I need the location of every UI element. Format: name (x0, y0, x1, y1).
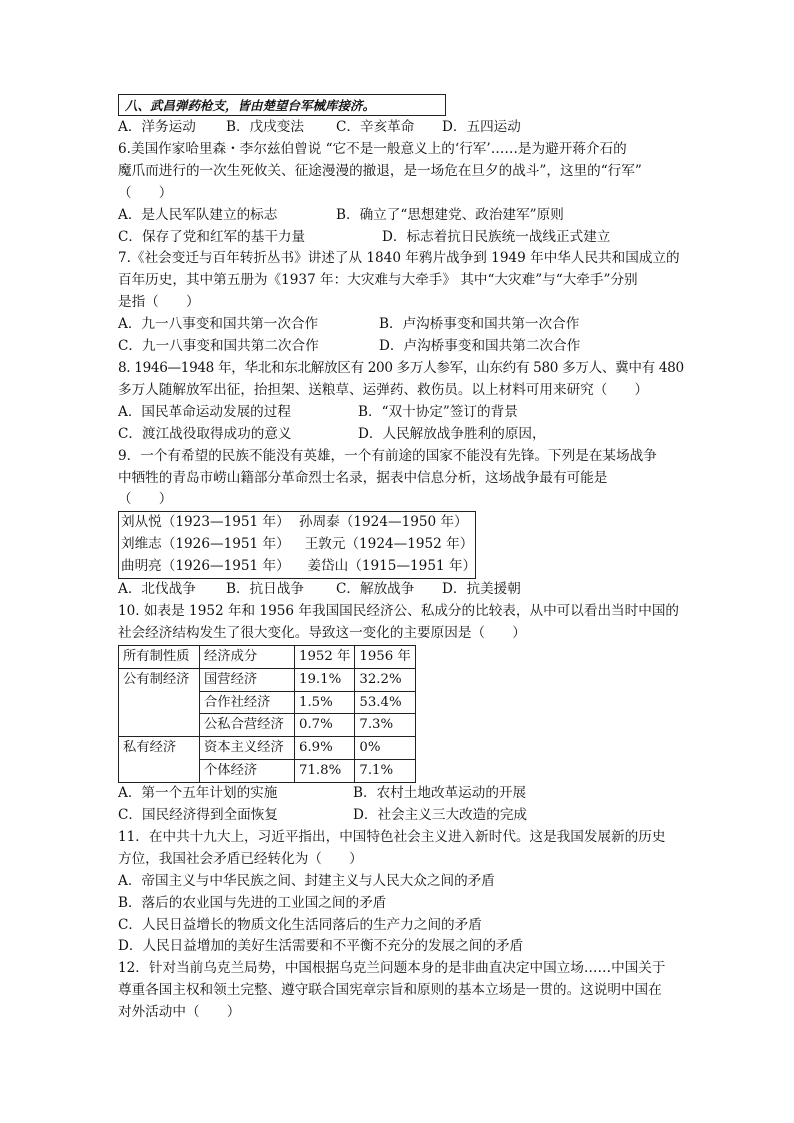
q6-option-c[interactable]: C．保存了党和红军的基干力量 (118, 228, 306, 245)
q6-stem-line: 6.美国作家哈里森・李尔兹伯曾说 “它不是一般意义上的‘行军’……是为避开蒋介石的 (118, 140, 627, 157)
martyr-row (121, 512, 473, 534)
martyr-name: 刘从悦（1923—1951 年） (121, 514, 290, 531)
q6-stem-line: （ ） (118, 184, 173, 201)
q5-options (118, 117, 686, 139)
table-header: 1956 年 (355, 645, 415, 668)
q5-material-box (118, 94, 446, 116)
table-header: 所有制性质 (119, 645, 200, 668)
martyr-name: 孙周泰（1924—1950 年） (299, 514, 468, 531)
table-cell: 71.8% (295, 760, 355, 783)
q7-option-a[interactable]: A．九一八事变和国共第一次合作 (118, 316, 319, 333)
q5-option-b[interactable]: B．戊戌变法 (226, 119, 304, 135)
q12-stem-line: 对外活动中（ ） (118, 1004, 241, 1021)
table-cell: 0.7% (295, 714, 355, 737)
q10-options-row (118, 805, 686, 827)
q12-stem-line: 12．针对当前乌克兰局势，中国根据乌克兰问题本身的是非曲直决定中国立场……中国关于 (118, 960, 666, 977)
q9-option-a[interactable]: A．北伐战争 (118, 581, 196, 598)
q8-options-row (118, 424, 686, 446)
martyr-name: 刘维志（1926—1951 年） (121, 536, 290, 553)
q5-material-text: 八、武昌弹药枪支，皆由楚望台军械库接济。 (125, 98, 376, 113)
martyr-name: 王敦元（1924—1952 年） (304, 536, 474, 553)
question-9 (118, 446, 686, 601)
economy-comparison-table (118, 645, 416, 783)
q11-stem-line: 方位，我国社会矛盾已经转化为（ ） (118, 850, 363, 867)
ownership-cell: 公有制经济 (119, 668, 200, 737)
q6-stem-line: 魔爪而进行的一次生死攸关、征途漫漫的撤退，是一场危在旦夕的战斗”，这里的“行军” (118, 162, 642, 179)
q11-stem-line: 11．在中共十九大上，习近平指出，中国特色社会主义进入新时代。这是我国发展新的历史 (118, 828, 666, 845)
q9-stem-line: 中牺牲的青岛市崂山籍部分革命烈士名录，据表中信息分析，这场战争最有可能是 (118, 469, 608, 486)
table-cell: 0% (355, 737, 415, 760)
q9-stem-line: （ ） (118, 491, 173, 508)
table-cell: 个体经济 (200, 760, 295, 783)
q9-option-c[interactable]: C．解放战争 (336, 581, 415, 598)
q6-option-d[interactable]: D．标志着抗日民族统一战线正式建立 (382, 228, 611, 245)
q8-option-c[interactable]: C．渡江战役取得成功的意义 (118, 425, 292, 442)
q11-option-c[interactable]: C．人民日益增长的物质文化生活同落后的生产力之间的矛盾 (118, 916, 482, 933)
q9-option-b[interactable]: B．抗日战争 (226, 581, 304, 598)
q7-stem-line: 百年历史，其中第五册为《1937 年：大灾难与大牵手》 其中“大灾难”与“大牵手”分别 (118, 272, 638, 289)
table-header: 经济成分 (200, 645, 295, 668)
q11-option-a[interactable]: A．帝国主义与中华民族之间、封建主义与人民大众之间的矛盾 (118, 872, 495, 889)
q7-options-row (118, 336, 686, 358)
table-row (119, 668, 416, 691)
q6-options-row (118, 227, 686, 249)
q10-option-b[interactable]: B．农村土地改革运动的开展 (353, 785, 527, 802)
q8-stem-line: 多万人随解放军出征，抬担架、送粮草、运弹药、救伤员。以上材料可用来研究（ ） (118, 381, 649, 398)
q7-stem-line: 是指（ ） (118, 294, 200, 311)
table-cell: 公私合营经济 (200, 714, 295, 737)
q11-option-d[interactable]: D．人民日益增加的美好生活需要和不平衡不充分的发展之间的矛盾 (118, 938, 524, 955)
question-12 (118, 958, 686, 1024)
q5-option-a[interactable]: A．洋务运动 (118, 119, 196, 135)
q9-option-d[interactable]: D．抗美援朝 (442, 581, 521, 598)
question-8 (118, 358, 686, 446)
table-cell: 19.1% (295, 668, 355, 691)
question-10 (118, 601, 686, 827)
martyr-name: 姜岱山（1915—1951 年） (307, 558, 477, 575)
q10-option-d[interactable]: D．社会主义三大改造的完成 (353, 807, 528, 823)
q10-options-row (118, 783, 686, 805)
q6-option-b[interactable]: B．确立了“思想建党、政治建军”原则 (336, 206, 564, 223)
q7-option-d[interactable]: D．卢沟桥事变和国共第二次合作 (379, 338, 581, 355)
martyr-name: 曲明亮（1926—1951 年） (121, 558, 290, 575)
q7-stem-line: 7.《社会变迁与百年转折丛书》讲述了从 1840 年鸦片战争到 1949 年中华人民共和国成立的 (118, 250, 680, 267)
q7-option-c[interactable]: C．九一八事变和国共第二次合作 (118, 338, 319, 355)
table-cell: 合作社经济 (200, 691, 295, 714)
table-cell: 32.2% (355, 668, 415, 691)
q12-stem-line: 尊重各国主权和领土完整、遵守联合国宪章宗旨和原则的基本立场是一贯的。这说明中国在 (118, 982, 662, 999)
question-7 (118, 248, 686, 358)
q8-option-b[interactable]: B．“双十协定”签订的背景 (358, 403, 518, 420)
q5-option-c[interactable]: C．辛亥革命 (336, 119, 415, 135)
ownership-cell: 私有经济 (119, 737, 200, 783)
exam-page (118, 94, 686, 1024)
martyr-row (121, 556, 477, 578)
q5-option-d[interactable]: D．五四运动 (442, 119, 521, 135)
q7-option-b[interactable]: B．卢沟桥事变和国共第一次合作 (379, 316, 580, 333)
q6-option-a[interactable]: A．是人民军队建立的标志 (118, 206, 278, 223)
table-cell: 资本主义经济 (200, 737, 295, 760)
table-header: 1952 年 (295, 645, 355, 668)
q8-options-row (118, 402, 686, 424)
q7-options-row (118, 314, 686, 336)
question-6 (118, 139, 686, 249)
q10-option-a[interactable]: A．第一个五年计划的实施 (118, 785, 278, 802)
table-row (119, 737, 416, 760)
q10-stem-line: 社会经济结构发生了很大变化。导致这一变化的主要原因是（ ） (118, 624, 526, 641)
martyr-row (121, 534, 473, 556)
table-cell: 53.4% (355, 691, 415, 714)
q11-option-b[interactable]: B．落后的农业国与先进的工业国之间的矛盾 (118, 894, 387, 911)
q10-option-c[interactable]: C．国民经济得到全面恢复 (118, 807, 278, 823)
table-cell: 1.5% (295, 691, 355, 714)
martyr-list-box (118, 511, 476, 579)
q6-options-row (118, 205, 686, 227)
table-cell: 国营经济 (200, 668, 295, 691)
table-cell: 7.3% (355, 714, 415, 737)
question-11 (118, 827, 686, 958)
q8-option-d[interactable]: D．人民解放战争胜利的原因， (358, 425, 546, 442)
q9-options (118, 579, 686, 601)
q9-stem-line: 9．一个有希望的民族不能没有英雄，一个有前途的国家不能没有先锋。下列是在某场战争 (118, 447, 657, 464)
q8-stem-line: 8. 1946—1948 年，华北和东北解放区有 200 多万人参军，山东约有 580 多万人、冀中有 480 (118, 359, 684, 376)
table-cell: 6.9% (295, 737, 355, 760)
table-cell: 7.1% (355, 760, 415, 783)
q10-stem-line: 10. 如表是 1952 年和 1956 年我国国民经济公、私成分的比较表，从中可以看出当时中国的 (118, 602, 680, 619)
q8-option-a[interactable]: A．国民革命运动发展的过程 (118, 403, 291, 420)
table-header-row (119, 645, 416, 668)
